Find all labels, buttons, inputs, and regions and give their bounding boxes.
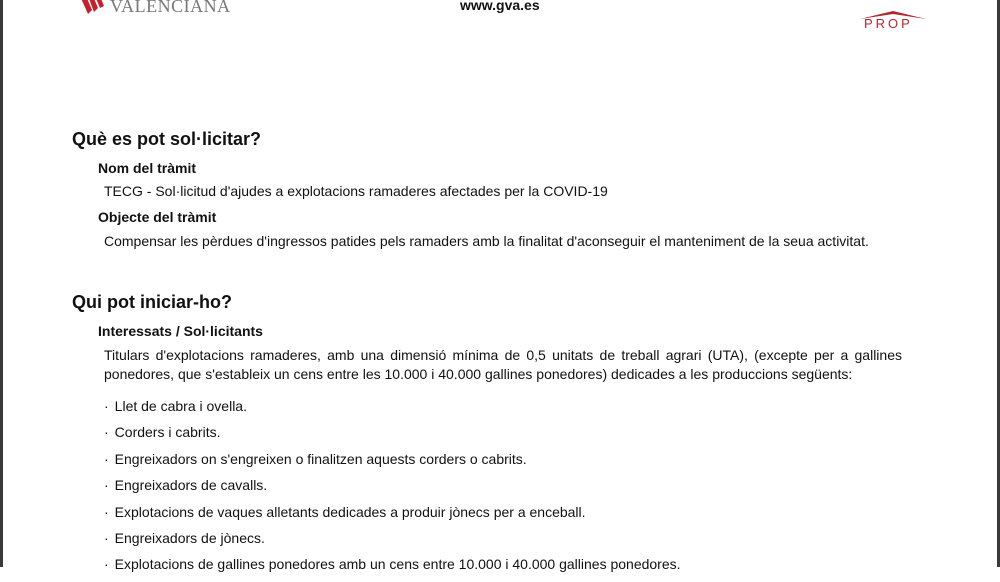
list-bullet: · bbox=[104, 424, 109, 441]
list-item bbox=[104, 450, 681, 476]
field-text-procedure-name: TECG - Sol·licitud d'ajudes a explotacions ramaderes afectades per la COVID-19 bbox=[104, 183, 608, 199]
field-text-applicants: Titulars d'explotacions ramaderes, amb una dimensió mínima de 0,5 unitats de treball agrari (UTA), (excepte per a gallines ponedores, que s'estableix un cens entre les 10.000 i 40.000 gallines ponedores) dedicades a les produccions següents: bbox=[104, 347, 902, 382]
field-label-procedure-name: Nom del tràmit bbox=[98, 160, 197, 176]
site-url[interactable]: www.gva.es bbox=[460, 0, 540, 13]
field-text-procedure-object: Compensar les pèrdues d'ingressos patides pels ramaders amb la finalitat d'aconseguir el manteniment de la seua activitat. bbox=[104, 233, 869, 249]
prop-logo bbox=[858, 10, 928, 34]
production-list bbox=[104, 397, 681, 582]
list-bullet: · bbox=[104, 477, 109, 494]
list-item bbox=[104, 423, 681, 449]
list-bullet: · bbox=[104, 529, 109, 546]
list-item bbox=[104, 555, 681, 581]
list-item-text: Explotacions de vaques alletants dedicades a produir jònecs per a enceball. bbox=[114, 503, 586, 520]
list-bullet: · bbox=[104, 503, 109, 520]
list-item-text: Llet de cabra i ovella. bbox=[114, 398, 247, 414]
list-item-text: Engreixadors de cavalls. bbox=[114, 477, 268, 494]
prop-logo-text: PROP bbox=[864, 16, 913, 31]
list-bullet: · bbox=[104, 556, 109, 573]
page-left-border bbox=[0, 0, 3, 567]
field-label-applicants: Interessats / Sol·licitants bbox=[98, 323, 263, 339]
list-item-text: Engreixadors on s'engreixen o finalitzen aquests corders o cabrits. bbox=[114, 450, 527, 467]
list-item-text: Engreixadors de jònecs. bbox=[114, 529, 265, 546]
generalitat-logo-text: VALENCIANA bbox=[110, 0, 231, 16]
list-bullet: · bbox=[104, 398, 109, 414]
list-item bbox=[104, 503, 681, 529]
generalitat-logo bbox=[78, 0, 231, 22]
generalitat-emblem-icon bbox=[78, 0, 108, 18]
section-heading-who: Qui pot iniciar-ho? bbox=[72, 292, 232, 312]
field-label-procedure-object: Objecte del tràmit bbox=[98, 209, 217, 225]
section-heading-what: Què es pot sol·licitar? bbox=[72, 129, 262, 149]
list-item bbox=[104, 397, 681, 423]
list-item bbox=[104, 529, 681, 555]
list-item-text: Corders i cabrits. bbox=[114, 424, 221, 441]
list-item bbox=[104, 476, 681, 502]
list-item-text: Explotacions de gallines ponedores amb un cens entre 10.000 i 40.000 gallines ponedores. bbox=[114, 556, 681, 573]
list-bullet: · bbox=[104, 450, 109, 467]
